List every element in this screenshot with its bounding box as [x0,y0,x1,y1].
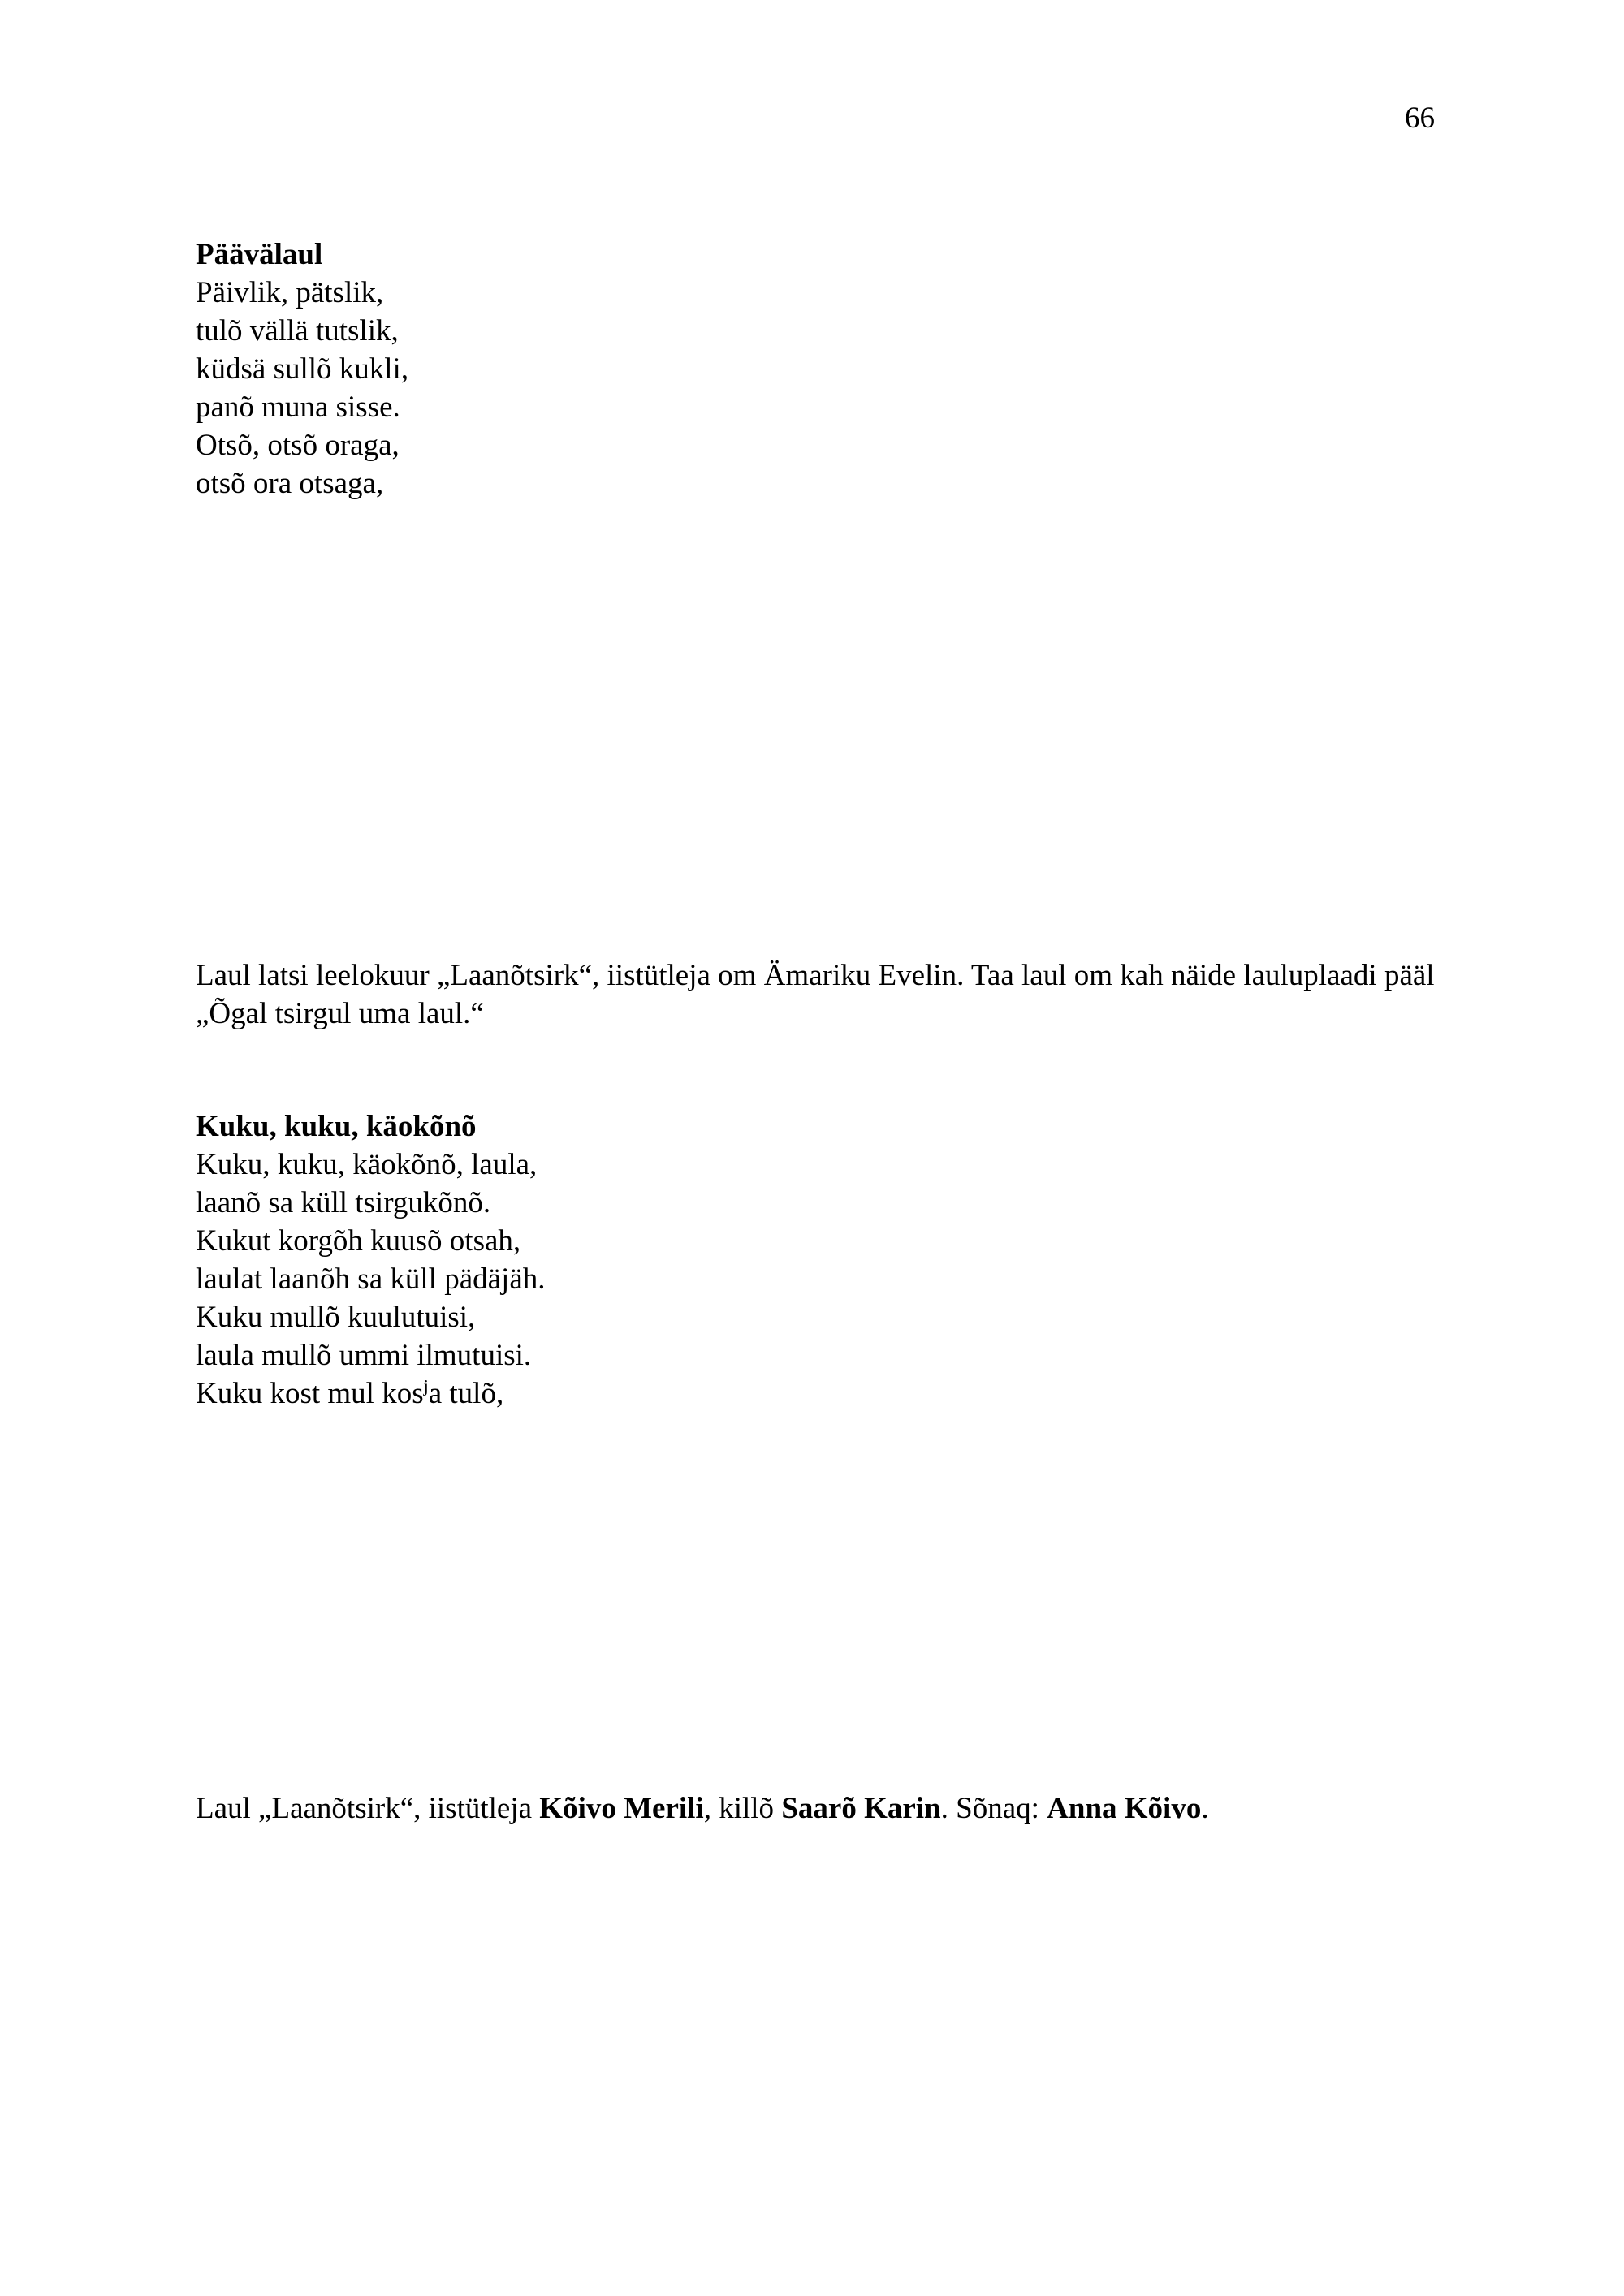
poem-title: Kuku, kuku, käokõnõ [196,1110,477,1143]
poem-note [196,1789,1446,1828]
kannel-player-name: Saarõ Karin [781,1792,941,1825]
poem-line: laula mullõ ummi ilmutuisi. [196,1339,532,1372]
line-text: a tulõ, [428,1377,504,1410]
note-text: Laul „Laanõtsirk“, iistütleja [196,1792,533,1825]
poem-paavalaul [196,235,408,503]
poem-line: laanõ sa küll tsirgukõnõ. [196,1186,491,1219]
poem-kuku-kuku-kaokono [196,1107,546,1413]
poem-line: Kuku, kuku, käokõnõ, laula, [196,1148,538,1181]
lead-singer-name: Kõivo Merili [539,1792,704,1825]
poem-line: küdsä sullõ kukli, [196,352,409,386]
poem-line: Kuku mullõ kuulutuisi, [196,1301,476,1334]
poem-line: tulõ vällä tutslik, [196,314,399,347]
lyrics-author-name: Anna Kõivo [1047,1792,1202,1825]
poem-line: Otsõ, otsõ oraga, [196,429,400,462]
page-number: 66 [1405,101,1435,135]
poem-line: Päivlik, pätslik, [196,276,384,309]
note-text: , killõ [703,1792,775,1825]
note-text: . [1201,1792,1209,1825]
poem-line: otsõ ora otsaga, [196,467,384,500]
superscript: j [423,1375,429,1396]
poem-note: Laul latsi leelokuur „Laanõtsirk“, iistütleja om Ämariku Evelin. Taa laul om kah näide lauluplaadi pääl „Õgal tsirgul uma laul.“ [196,959,1435,1030]
poem-line: Kukut korgõh kuusõ otsah, [196,1224,521,1258]
line-text: Kuku kost mul kos [196,1377,424,1410]
poem-line: panõ muna sisse. [196,391,400,424]
note-text: . Sõnaq: [940,1792,1039,1825]
poem-title: Päävälaul [196,238,323,271]
poem-line: laulat laanõh sa küll pädäjäh. [196,1262,546,1296]
poem-line [196,1375,546,1413]
